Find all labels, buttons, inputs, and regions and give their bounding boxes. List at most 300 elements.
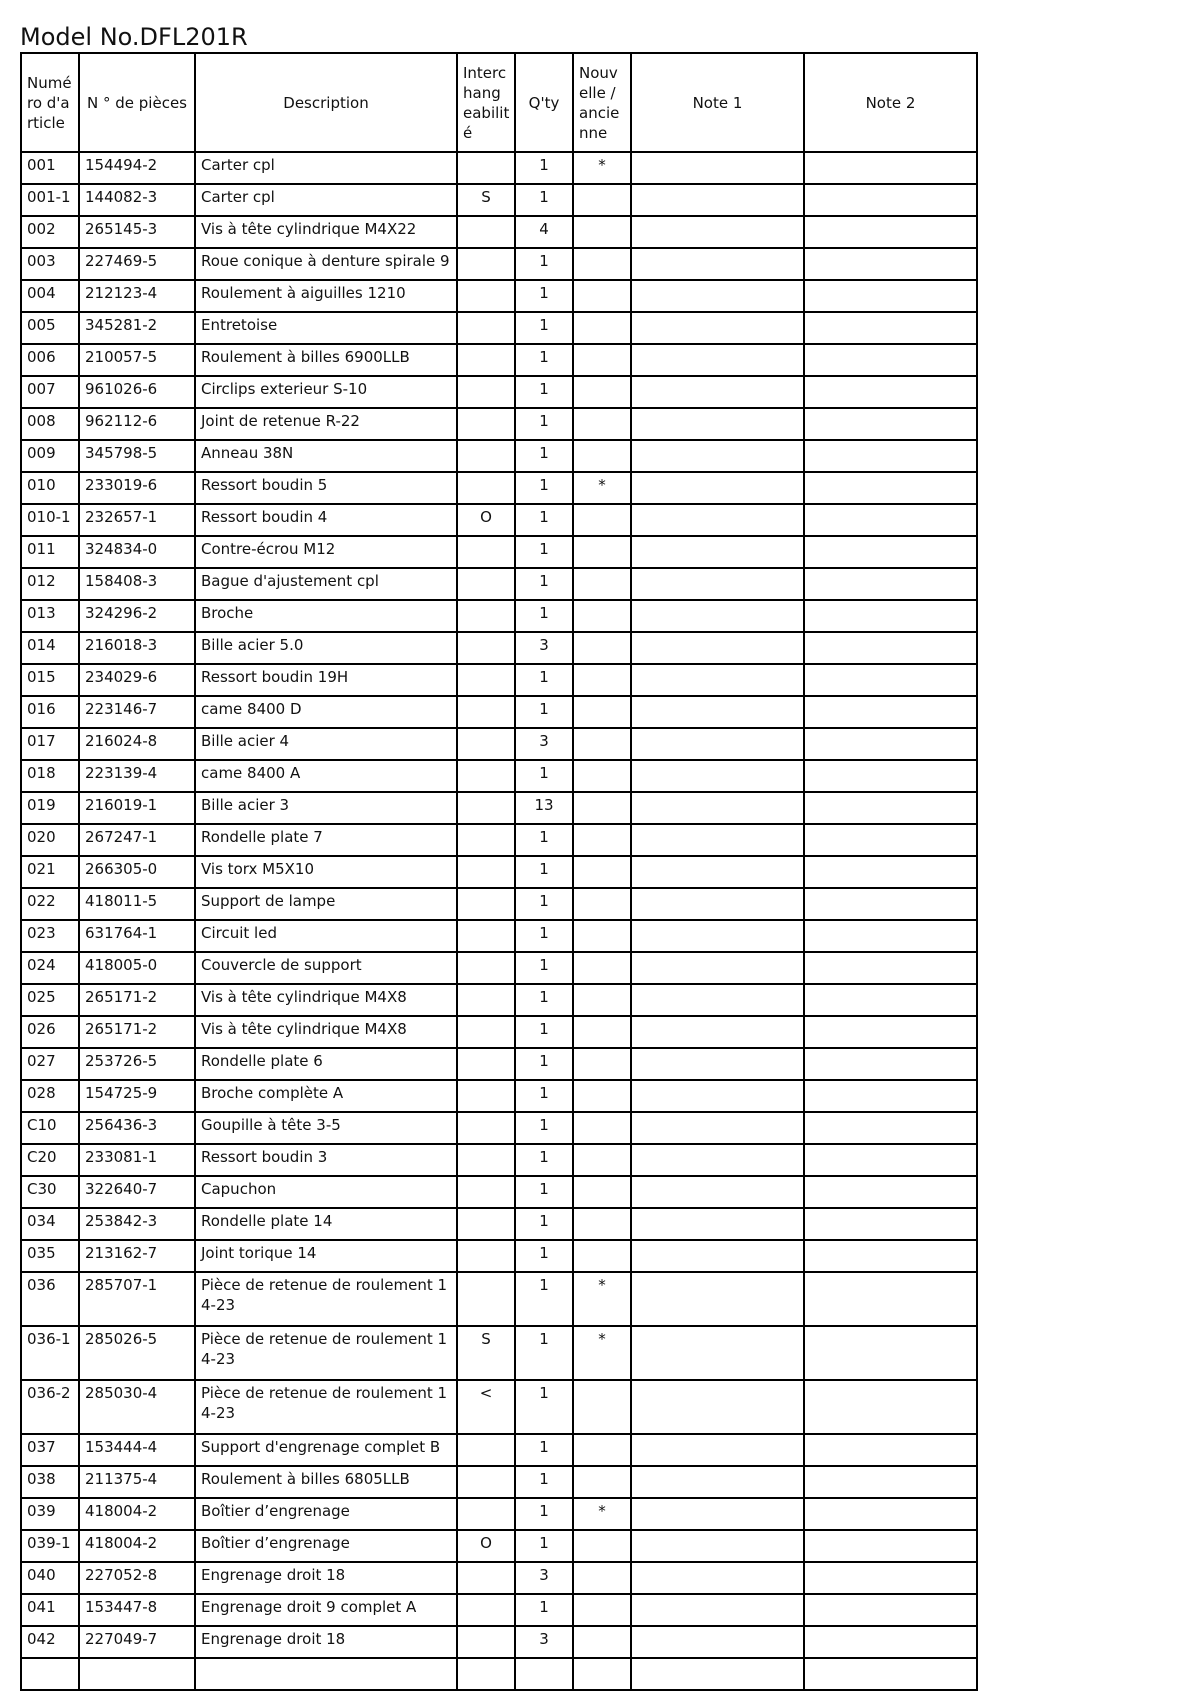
table-row: [21, 952, 977, 984]
cell-item-number: 028: [21, 1080, 79, 1112]
cell-description: Rondelle plate 7: [195, 824, 457, 856]
cell-description: Circlips exterieur S-10: [195, 376, 457, 408]
cell-new-old: [573, 1594, 631, 1626]
cell-quantity: 1: [515, 1208, 573, 1240]
cell-description: Engrenage droit 18: [195, 1626, 457, 1658]
cell-quantity: 1: [515, 1530, 573, 1562]
header-note-1: Note 1: [631, 53, 804, 152]
cell-note-1: [631, 1498, 804, 1530]
cell-interchangeability: [457, 216, 515, 248]
table-row: [21, 408, 977, 440]
cell-part-number: 962112-6: [79, 408, 195, 440]
cell-description: Support d'engrenage complet B: [195, 1434, 457, 1466]
cell-new-old: [573, 1530, 631, 1562]
cell-note-2: [804, 1594, 977, 1626]
cell-new-old: *: [573, 1326, 631, 1380]
cell-note-2: [804, 632, 977, 664]
cell-interchangeability: [457, 664, 515, 696]
cell-item-number: 036-2: [21, 1380, 79, 1434]
cell-part-number: 961026-6: [79, 376, 195, 408]
cell-description: Ressort boudin 3: [195, 1144, 457, 1176]
table-row: [21, 184, 977, 216]
cell-description: Rondelle plate 6: [195, 1048, 457, 1080]
cell-item-number: 025: [21, 984, 79, 1016]
cell-quantity: 1: [515, 1080, 573, 1112]
empty-cell: [195, 1658, 457, 1690]
cell-new-old: [573, 536, 631, 568]
cell-description: Circuit led: [195, 920, 457, 952]
cell-quantity: 1: [515, 312, 573, 344]
cell-note-1: [631, 1594, 804, 1626]
cell-note-2: [804, 184, 977, 216]
cell-new-old: [573, 1240, 631, 1272]
cell-description: Pièce de retenue de roulement 1 4-23: [195, 1326, 457, 1380]
table-row: [21, 440, 977, 472]
cell-note-1: [631, 504, 804, 536]
cell-interchangeability: [457, 696, 515, 728]
table-row: [21, 1626, 977, 1658]
cell-part-number: 158408-3: [79, 568, 195, 600]
cell-quantity: 13: [515, 792, 573, 824]
cell-new-old: [573, 568, 631, 600]
cell-quantity: 1: [515, 1048, 573, 1080]
cell-new-old: [573, 216, 631, 248]
cell-item-number: 021: [21, 856, 79, 888]
table-row: [21, 664, 977, 696]
cell-interchangeability: [457, 1080, 515, 1112]
cell-new-old: [573, 1562, 631, 1594]
cell-quantity: 1: [515, 760, 573, 792]
cell-note-2: [804, 376, 977, 408]
cell-part-number: 211375-4: [79, 1466, 195, 1498]
cell-part-number: 345281-2: [79, 312, 195, 344]
cell-note-2: [804, 1176, 977, 1208]
cell-description: Ressort boudin 5: [195, 472, 457, 504]
cell-note-2: [804, 1240, 977, 1272]
header-quantity: Q'ty: [515, 53, 573, 152]
cell-new-old: [573, 760, 631, 792]
cell-description: Broche: [195, 600, 457, 632]
table-row: [21, 376, 977, 408]
table-row: [21, 856, 977, 888]
cell-item-number: 024: [21, 952, 79, 984]
cell-note-1: [631, 152, 804, 184]
cell-note-1: [631, 1562, 804, 1594]
cell-note-1: [631, 760, 804, 792]
cell-note-1: [631, 984, 804, 1016]
cell-item-number: 036-1: [21, 1326, 79, 1380]
cell-note-1: [631, 1380, 804, 1434]
cell-description: Ressort boudin 4: [195, 504, 457, 536]
cell-part-number: 232657-1: [79, 504, 195, 536]
cell-quantity: 1: [515, 408, 573, 440]
cell-note-2: [804, 536, 977, 568]
table-row: [21, 600, 977, 632]
cell-item-number: 010-1: [21, 504, 79, 536]
table-row-continued: [21, 1658, 977, 1690]
cell-part-number: 144082-3: [79, 184, 195, 216]
cell-part-number: 233081-1: [79, 1144, 195, 1176]
cell-note-2: [804, 1016, 977, 1048]
table-row: [21, 1530, 977, 1562]
table-row: [21, 728, 977, 760]
cell-description: came 8400 D: [195, 696, 457, 728]
header-note-2: Note 2: [804, 53, 977, 152]
cell-interchangeability: [457, 280, 515, 312]
cell-interchangeability: [457, 600, 515, 632]
cell-description: Pièce de retenue de roulement 1 4-23: [195, 1380, 457, 1434]
table-row: [21, 760, 977, 792]
cell-new-old: *: [573, 1272, 631, 1326]
cell-new-old: *: [573, 1498, 631, 1530]
table-row: [21, 312, 977, 344]
cell-new-old: [573, 1626, 631, 1658]
cell-note-1: [631, 248, 804, 280]
cell-description: Boîtier d’engrenage: [195, 1498, 457, 1530]
cell-interchangeability: [457, 568, 515, 600]
cell-item-number: 017: [21, 728, 79, 760]
cell-note-2: [804, 504, 977, 536]
cell-quantity: 3: [515, 1626, 573, 1658]
cell-note-1: [631, 408, 804, 440]
header-part-number: N ° de pièces: [79, 53, 195, 152]
cell-note-2: [804, 1530, 977, 1562]
cell-quantity: 1: [515, 984, 573, 1016]
cell-quantity: 1: [515, 1272, 573, 1326]
cell-item-number: 027: [21, 1048, 79, 1080]
cell-part-number: 216024-8: [79, 728, 195, 760]
cell-note-1: [631, 1272, 804, 1326]
table-row: [21, 472, 977, 504]
cell-interchangeability: [457, 920, 515, 952]
cell-interchangeability: [457, 1048, 515, 1080]
cell-note-1: [631, 1016, 804, 1048]
cell-interchangeability: [457, 760, 515, 792]
cell-description: Vis à tête cylindrique M4X22: [195, 216, 457, 248]
cell-note-1: [631, 856, 804, 888]
cell-interchangeability: [457, 344, 515, 376]
cell-item-number: C20: [21, 1144, 79, 1176]
cell-quantity: 1: [515, 280, 573, 312]
cell-description: Entretoise: [195, 312, 457, 344]
cell-note-2: [804, 248, 977, 280]
cell-part-number: 234029-6: [79, 664, 195, 696]
cell-part-number: 418004-2: [79, 1498, 195, 1530]
table-row: [21, 888, 977, 920]
cell-interchangeability: [457, 440, 515, 472]
cell-part-number: 267247-1: [79, 824, 195, 856]
cell-note-2: [804, 1048, 977, 1080]
cell-interchangeability: [457, 1562, 515, 1594]
cell-description: Capuchon: [195, 1176, 457, 1208]
parts-table: [20, 52, 978, 1691]
table-row: [21, 152, 977, 184]
table-row: [21, 1080, 977, 1112]
cell-part-number: 227049-7: [79, 1626, 195, 1658]
table-body: [21, 152, 977, 1690]
cell-interchangeability: [457, 536, 515, 568]
cell-new-old: [573, 696, 631, 728]
table-row: [21, 216, 977, 248]
cell-part-number: 223139-4: [79, 760, 195, 792]
empty-cell: [573, 1658, 631, 1690]
cell-description: Bille acier 3: [195, 792, 457, 824]
cell-quantity: 1: [515, 504, 573, 536]
cell-quantity: 1: [515, 1466, 573, 1498]
cell-part-number: 285030-4: [79, 1380, 195, 1434]
cell-description: Vis torx M5X10: [195, 856, 457, 888]
cell-description: Roulement à billes 6805LLB: [195, 1466, 457, 1498]
cell-note-2: [804, 408, 977, 440]
cell-new-old: [573, 920, 631, 952]
cell-interchangeability: [457, 1240, 515, 1272]
cell-interchangeability: [457, 1112, 515, 1144]
cell-part-number: 266305-0: [79, 856, 195, 888]
cell-interchangeability: [457, 1466, 515, 1498]
table-row: [21, 568, 977, 600]
cell-interchangeability: S: [457, 184, 515, 216]
cell-new-old: *: [573, 472, 631, 504]
cell-interchangeability: [457, 472, 515, 504]
cell-new-old: [573, 1434, 631, 1466]
cell-description: Vis à tête cylindrique M4X8: [195, 984, 457, 1016]
cell-quantity: 1: [515, 1434, 573, 1466]
cell-note-2: [804, 920, 977, 952]
cell-description: Carter cpl: [195, 184, 457, 216]
cell-note-1: [631, 568, 804, 600]
cell-part-number: 210057-5: [79, 344, 195, 376]
cell-note-1: [631, 952, 804, 984]
cell-part-number: 216019-1: [79, 792, 195, 824]
cell-new-old: [573, 1080, 631, 1112]
cell-interchangeability: [457, 632, 515, 664]
table-row: [21, 696, 977, 728]
cell-interchangeability: S: [457, 1326, 515, 1380]
cell-note-1: [631, 376, 804, 408]
cell-quantity: 4: [515, 216, 573, 248]
table-row: [21, 1016, 977, 1048]
cell-quantity: 1: [515, 696, 573, 728]
cell-note-1: [631, 440, 804, 472]
cell-item-number: 007: [21, 376, 79, 408]
cell-new-old: [573, 792, 631, 824]
cell-new-old: [573, 664, 631, 696]
table-row: [21, 1176, 977, 1208]
cell-note-1: [631, 1048, 804, 1080]
cell-quantity: 3: [515, 1562, 573, 1594]
cell-part-number: 223146-7: [79, 696, 195, 728]
cell-new-old: [573, 728, 631, 760]
cell-quantity: 1: [515, 536, 573, 568]
cell-quantity: 1: [515, 888, 573, 920]
cell-part-number: 285707-1: [79, 1272, 195, 1326]
cell-note-2: [804, 312, 977, 344]
cell-note-2: [804, 568, 977, 600]
cell-note-1: [631, 1434, 804, 1466]
cell-interchangeability: [457, 1594, 515, 1626]
cell-note-1: [631, 344, 804, 376]
cell-description: Bille acier 5.0: [195, 632, 457, 664]
cell-description: Boîtier d’engrenage: [195, 1530, 457, 1562]
cell-note-1: [631, 600, 804, 632]
cell-item-number: 023: [21, 920, 79, 952]
cell-interchangeability: [457, 792, 515, 824]
cell-item-number: 008: [21, 408, 79, 440]
cell-new-old: [573, 344, 631, 376]
cell-part-number: 322640-7: [79, 1176, 195, 1208]
cell-new-old: [573, 824, 631, 856]
cell-interchangeability: [457, 1272, 515, 1326]
table-row: [21, 1434, 977, 1466]
cell-new-old: [573, 1016, 631, 1048]
header-interchangeability: Interc hang eabilit é: [457, 53, 515, 152]
cell-interchangeability: [457, 152, 515, 184]
cell-part-number: 227052-8: [79, 1562, 195, 1594]
cell-new-old: [573, 632, 631, 664]
cell-quantity: 1: [515, 920, 573, 952]
cell-part-number: 324296-2: [79, 600, 195, 632]
cell-note-2: [804, 1466, 977, 1498]
table-row: [21, 984, 977, 1016]
cell-item-number: 004: [21, 280, 79, 312]
cell-item-number: 034: [21, 1208, 79, 1240]
cell-description: came 8400 A: [195, 760, 457, 792]
cell-part-number: 233019-6: [79, 472, 195, 504]
header-new-old: Nouv elle / ancie nne: [573, 53, 631, 152]
cell-item-number: 015: [21, 664, 79, 696]
cell-part-number: 227469-5: [79, 248, 195, 280]
cell-note-2: [804, 888, 977, 920]
table-row: [21, 1272, 977, 1326]
cell-quantity: 1: [515, 1112, 573, 1144]
cell-interchangeability: [457, 824, 515, 856]
cell-note-1: [631, 888, 804, 920]
cell-quantity: 1: [515, 824, 573, 856]
page-title: Model No.DFL201R: [20, 23, 248, 51]
cell-description: Carter cpl: [195, 152, 457, 184]
cell-description: Bille acier 4: [195, 728, 457, 760]
cell-note-1: [631, 1240, 804, 1272]
empty-cell: [804, 1658, 977, 1690]
cell-quantity: 1: [515, 1594, 573, 1626]
cell-item-number: C10: [21, 1112, 79, 1144]
cell-description: Couvercle de support: [195, 952, 457, 984]
cell-item-number: 038: [21, 1466, 79, 1498]
cell-quantity: 1: [515, 664, 573, 696]
cell-note-1: [631, 280, 804, 312]
cell-note-2: [804, 1326, 977, 1380]
cell-new-old: *: [573, 152, 631, 184]
cell-note-2: [804, 1080, 977, 1112]
cell-note-2: [804, 952, 977, 984]
cell-new-old: [573, 1176, 631, 1208]
cell-part-number: 345798-5: [79, 440, 195, 472]
cell-interchangeability: [457, 1176, 515, 1208]
cell-note-2: [804, 600, 977, 632]
cell-new-old: [573, 1380, 631, 1434]
cell-interchangeability: [457, 408, 515, 440]
cell-item-number: 003: [21, 248, 79, 280]
cell-note-1: [631, 632, 804, 664]
cell-note-1: [631, 312, 804, 344]
cell-item-number: 006: [21, 344, 79, 376]
cell-quantity: 3: [515, 632, 573, 664]
cell-quantity: 3: [515, 728, 573, 760]
cell-new-old: [573, 248, 631, 280]
cell-new-old: [573, 984, 631, 1016]
cell-part-number: 418004-2: [79, 1530, 195, 1562]
cell-description: Broche complète A: [195, 1080, 457, 1112]
cell-new-old: [573, 504, 631, 536]
table-header-row: [21, 53, 977, 152]
cell-note-2: [804, 696, 977, 728]
cell-quantity: 1: [515, 1016, 573, 1048]
cell-note-2: [804, 1434, 977, 1466]
cell-quantity: 1: [515, 1176, 573, 1208]
cell-item-number: 012: [21, 568, 79, 600]
cell-note-2: [804, 1144, 977, 1176]
cell-item-number: 010: [21, 472, 79, 504]
cell-note-2: [804, 440, 977, 472]
table-row: [21, 280, 977, 312]
cell-interchangeability: [457, 888, 515, 920]
cell-interchangeability: [457, 1016, 515, 1048]
cell-note-1: [631, 1208, 804, 1240]
cell-quantity: 1: [515, 472, 573, 504]
cell-note-1: [631, 1080, 804, 1112]
cell-description: Roue conique à denture spirale 9: [195, 248, 457, 280]
cell-interchangeability: [457, 1626, 515, 1658]
cell-note-1: [631, 1530, 804, 1562]
empty-cell: [79, 1658, 195, 1690]
cell-note-2: [804, 216, 977, 248]
table-row: [21, 792, 977, 824]
cell-item-number: 026: [21, 1016, 79, 1048]
cell-item-number: 018: [21, 760, 79, 792]
cell-interchangeability: [457, 856, 515, 888]
cell-interchangeability: O: [457, 504, 515, 536]
empty-cell: [457, 1658, 515, 1690]
cell-interchangeability: O: [457, 1530, 515, 1562]
cell-new-old: [573, 1466, 631, 1498]
cell-new-old: [573, 600, 631, 632]
cell-interchangeability: [457, 1498, 515, 1530]
cell-quantity: 1: [515, 1380, 573, 1434]
cell-part-number: 153447-8: [79, 1594, 195, 1626]
cell-item-number: 020: [21, 824, 79, 856]
cell-note-1: [631, 664, 804, 696]
cell-note-2: [804, 664, 977, 696]
table-row: [21, 1144, 977, 1176]
cell-part-number: 418011-5: [79, 888, 195, 920]
cell-new-old: [573, 408, 631, 440]
cell-item-number: 040: [21, 1562, 79, 1594]
cell-part-number: 256436-3: [79, 1112, 195, 1144]
cell-item-number: 013: [21, 600, 79, 632]
header-item-number: Numé ro d'a rticle: [21, 53, 79, 152]
table-row: [21, 824, 977, 856]
cell-description: Rondelle plate 14: [195, 1208, 457, 1240]
cell-new-old: [573, 1048, 631, 1080]
cell-note-1: [631, 536, 804, 568]
cell-part-number: 418005-0: [79, 952, 195, 984]
table-row: [21, 1240, 977, 1272]
cell-part-number: 154725-9: [79, 1080, 195, 1112]
cell-interchangeability: [457, 248, 515, 280]
table-row: [21, 504, 977, 536]
empty-cell: [631, 1658, 804, 1690]
cell-quantity: 1: [515, 1498, 573, 1530]
